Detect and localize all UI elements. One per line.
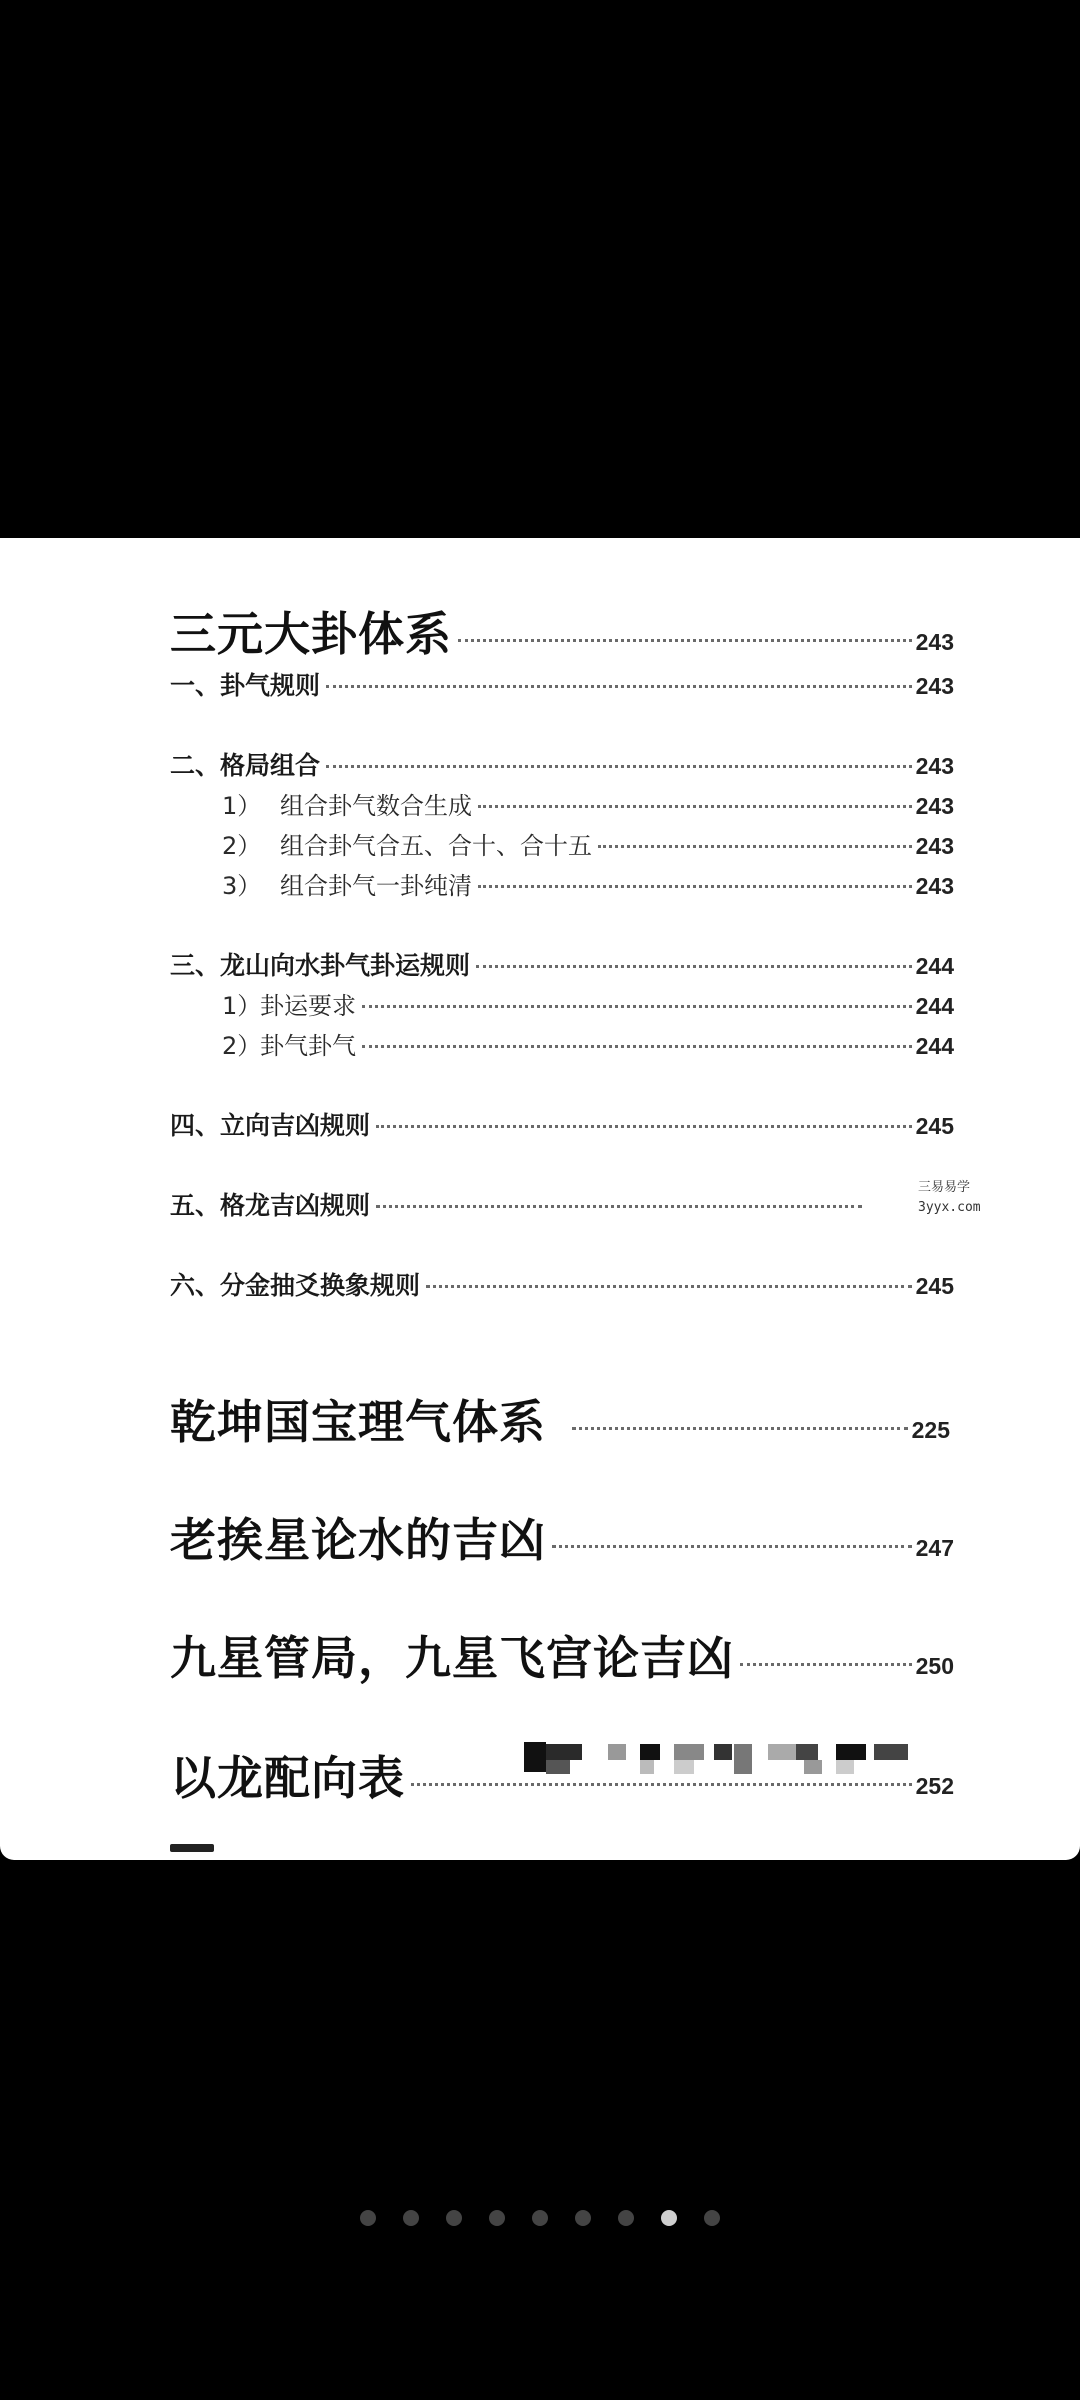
- dot-leader: [458, 639, 912, 642]
- dot-leader: [426, 1285, 912, 1288]
- toc-entry-section-5: [170, 1186, 866, 1222]
- dot-leader: [598, 845, 912, 848]
- toc-page-number: 245: [915, 1273, 954, 1299]
- dot-leader: [376, 1205, 862, 1208]
- toc-marker: 2）: [222, 832, 262, 860]
- toc-entry-jiuxing: [170, 1622, 954, 1688]
- toc-page-number: 243: [915, 833, 954, 859]
- toc-entry-sub: [222, 866, 954, 901]
- toc-entry-section-2: [170, 746, 954, 782]
- toc-title: 组合卦气合五、合十、合十五: [280, 832, 592, 860]
- dot-leader: [572, 1427, 908, 1430]
- toc-page-number: 243: [915, 873, 954, 899]
- dot-leader: [362, 1045, 912, 1048]
- page-dot[interactable]: [489, 2210, 505, 2226]
- page-dot[interactable]: [446, 2210, 462, 2226]
- toc-page-number: 252: [915, 1773, 954, 1799]
- page-dot[interactable]: [360, 2210, 376, 2226]
- toc-page-number: 225: [911, 1417, 950, 1443]
- toc-page-number: 243: [915, 629, 954, 655]
- toc-title: 卦运要求: [260, 992, 356, 1020]
- toc-title: 五、格龙吉凶规则: [170, 1191, 371, 1220]
- dot-leader: [478, 805, 912, 808]
- toc-page-number: 244: [915, 993, 954, 1019]
- toc-title: 六、分金抽爻换象规则: [170, 1271, 421, 1300]
- page-dot[interactable]: [704, 2210, 720, 2226]
- dot-leader: [376, 1125, 912, 1128]
- page-dot[interactable]: [532, 2210, 548, 2226]
- dot-leader: [552, 1545, 912, 1548]
- toc-entry-section-6: [170, 1266, 954, 1302]
- toc-title: 三元大卦体系: [170, 607, 452, 661]
- toc-entry-sub: [222, 786, 954, 821]
- toc-page-number: 243: [915, 673, 954, 699]
- toc-page-number: 243: [915, 753, 954, 779]
- document-page: [0, 538, 1080, 1860]
- toc-entry-qiankun: [170, 1386, 950, 1452]
- toc-title: 四、立向吉凶规则: [170, 1111, 371, 1140]
- toc-page-number: 245: [915, 1113, 954, 1139]
- toc-title: 一、卦气规则: [170, 671, 321, 700]
- toc-page-number: 247: [915, 1535, 954, 1561]
- watermark: [918, 1178, 981, 1218]
- toc-title: 组合卦气一卦纯清: [280, 872, 472, 900]
- toc-page-number: 250: [915, 1653, 954, 1679]
- pixelated-redaction: [524, 1738, 934, 1776]
- toc-marker: 3）: [222, 872, 262, 900]
- dot-leader: [326, 685, 912, 688]
- dot-leader: [740, 1663, 912, 1666]
- page-indicator: [0, 2210, 1080, 2226]
- watermark-name: 三易易学: [918, 1180, 971, 1195]
- toc-page-number: 244: [915, 1033, 954, 1059]
- dot-leader: [326, 765, 912, 768]
- toc-entry-sub: [222, 986, 954, 1021]
- toc-entry-section-1: [170, 666, 954, 702]
- toc-title: 老挨星论水的吉凶: [170, 1513, 546, 1567]
- toc-entry-laoaixing: [170, 1504, 954, 1570]
- toc-entry-sub: [222, 1026, 954, 1061]
- page-dot[interactable]: [618, 2210, 634, 2226]
- dot-leader: [411, 1783, 912, 1786]
- toc-entry-sub: [222, 826, 954, 861]
- toc-page-number: 243: [915, 793, 954, 819]
- page-dot[interactable]: [403, 2210, 419, 2226]
- toc-marker: 2）: [222, 1032, 262, 1060]
- page-dot[interactable]: [575, 2210, 591, 2226]
- toc-title: 乾坤国宝理气体系: [170, 1395, 546, 1449]
- dot-leader: [478, 885, 912, 888]
- toc-title: 组合卦气数合生成: [280, 792, 472, 820]
- dot-leader: [362, 1005, 912, 1008]
- toc-entry-section-3: [170, 946, 954, 982]
- toc-entry-sanyuan: [170, 598, 954, 664]
- dot-leader: [476, 965, 912, 968]
- toc-entry-section-4: [170, 1106, 954, 1142]
- toc-title: 二、格局组合: [170, 751, 321, 780]
- toc-title: 以龙配向表: [170, 1751, 405, 1805]
- page-dot[interactable]: [661, 2210, 677, 2226]
- toc-title: 三、龙山向水卦气卦运规则: [170, 951, 471, 980]
- cutoff-text: [170, 1844, 214, 1852]
- toc-marker: 1）: [222, 792, 262, 820]
- toc-marker: 1）: [222, 992, 262, 1020]
- toc-title: 卦气卦气: [260, 1032, 356, 1060]
- toc-page-number: 244: [915, 953, 954, 979]
- toc-title: 九星管局，九星飞宫论吉凶: [170, 1631, 734, 1685]
- watermark-url: 3yyx.com: [918, 1200, 981, 1215]
